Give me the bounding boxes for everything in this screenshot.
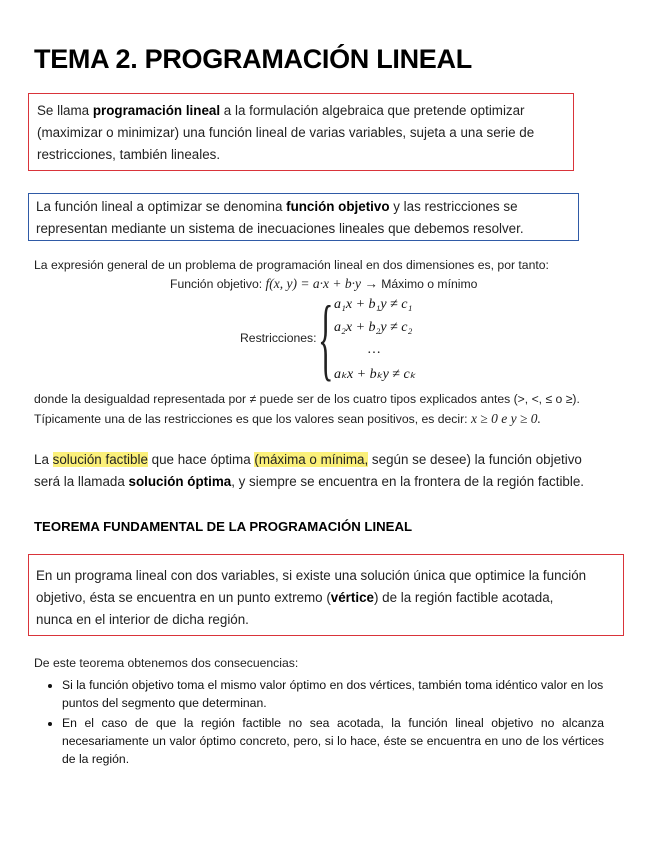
consequences-list bbox=[34, 676, 604, 768]
consequence-item-1: • Si la función objetivo toma el mismo valor óptimo en dos vértices, también toma idéntico valor en los puntos del segmento que determinan. bbox=[62, 676, 604, 712]
term-funcion-objetivo: función objetivo bbox=[286, 199, 390, 214]
objective-line-1: La función lineal a optimizar se denomina función objetivo y las restricciones se bbox=[36, 199, 518, 214]
objective-expression: f(x, y) = a·x + b·y → bbox=[265, 276, 382, 291]
theorem-line-1: En un programa lineal con dos variables, si existe una solución única que optimice la función bbox=[36, 568, 587, 583]
highlight-solucion-factible: solución factible bbox=[52, 452, 148, 467]
definition-line-2: (maximizar o minimizar) una función lineal de varias variables, sujeta a una serie de bbox=[37, 125, 535, 140]
definition-line-1: Se llama programación lineal a la formulación algebraica que pretende optimizar bbox=[37, 103, 525, 118]
page-title: TEMA 2. PROGRAMACIÓN LINEAL bbox=[34, 44, 472, 74]
restriction-ellipsis: … bbox=[368, 342, 381, 357]
general-intro: La expresión general de un problema de programación lineal en dos dimensiones es, por tanto: bbox=[34, 258, 549, 272]
objective-line-2: representan mediante un sistema de inecuaciones lineales que debemos resolver. bbox=[36, 221, 524, 236]
theorem-line-2: objetivo, ésta se encuentra en un punto extremo (vértice) de la región factible acotada, bbox=[36, 590, 554, 605]
definition-box bbox=[28, 93, 574, 171]
objective-box bbox=[28, 193, 579, 241]
consequences-intro: De este teorema obtenemos dos consecuencias: bbox=[34, 656, 299, 670]
restrictions-label: Restricciones: bbox=[240, 331, 317, 345]
term-solucion-optima: solución óptima bbox=[128, 474, 232, 489]
term-vertice: vértice bbox=[330, 590, 374, 605]
inequality-note-1: donde la desigualdad representada por ≠ puede ser de los cuatro tipos explicados antes (>, <, ≤ o ≥). bbox=[34, 392, 580, 406]
consequences-section bbox=[34, 654, 604, 770]
positivity-condition: x ≥ 0 e y ≥ 0. bbox=[470, 411, 541, 426]
restrictions-brace: { bbox=[318, 287, 334, 389]
consequence-item-2: • En el caso de que la región factible no sea acotada, la función lineal objetivo no alcanza necesariamente un valor óptimo concreto, pero, si lo hace, éste se encuentra en uno de los vértices de la región. bbox=[62, 714, 604, 768]
restriction-k: aₖx + bₖy ≠ cₖ bbox=[334, 367, 416, 382]
theorem-box bbox=[28, 554, 624, 636]
term-programacion-lineal: programación lineal bbox=[92, 103, 221, 118]
optimal-line-2: será la llamada solución óptima, y siempre se encuentra en la frontera de la región factible. bbox=[34, 474, 585, 489]
optimal-line-1: La solución factible que hace óptima (máxima o mínima, según se desee) la función objetivo bbox=[34, 452, 582, 467]
optimal-solution-paragraph bbox=[34, 449, 624, 493]
objective-function-line: Función objetivo: f(x, y) = a·x + b·y → Máximo o mínimo bbox=[170, 276, 478, 291]
definition-line-3: restricciones, también lineales. bbox=[37, 147, 221, 162]
theorem-line-3: nunca en el interior de dicha región. bbox=[36, 612, 249, 627]
highlight-maxima-minima: (máxima o mínima, bbox=[254, 452, 369, 467]
theorem-heading: TEOREMA FUNDAMENTAL DE LA PROGRAMACIÓN LINEAL bbox=[34, 519, 413, 534]
restriction-2: a₂x + b₂y ≠ c₂ bbox=[334, 320, 413, 335]
inequality-note-2: Típicamente una de las restricciones es que los valores sean positivos, es decir: x ≥ 0 e y ≥ 0. bbox=[34, 411, 541, 426]
restriction-1: a₁x + b₁y ≠ c₁ bbox=[334, 297, 413, 312]
